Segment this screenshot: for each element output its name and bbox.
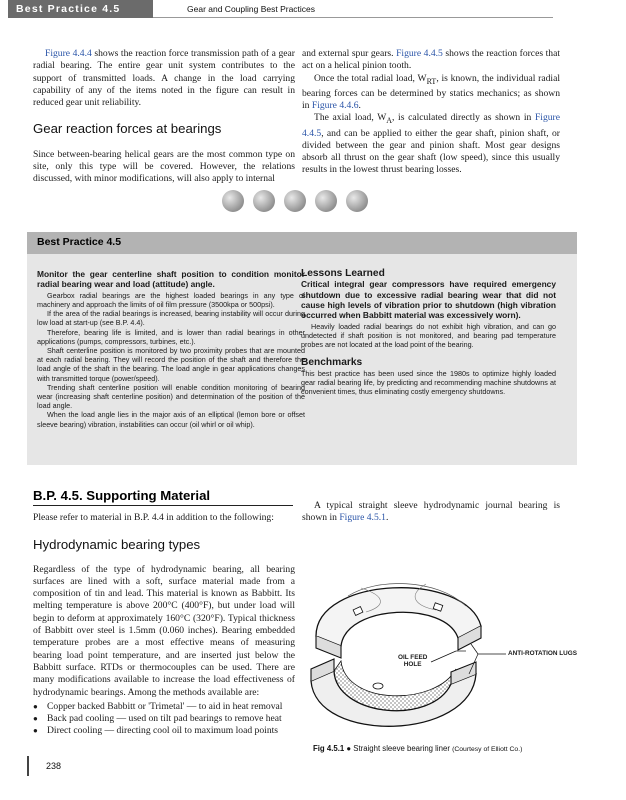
divider-dot — [284, 190, 306, 212]
bp-paragraph: Trending shaft centerline position will enable condition monitoring of bearing wear (increasing shaft centerline position) and determination of the position of the load angle. — [37, 382, 305, 411]
page-marker — [27, 756, 29, 776]
lessons-learned-heading: Lessons Learned — [301, 268, 385, 279]
paragraph-text: The axial load, W — [314, 112, 387, 124]
list-item: ● Direct cooling — directing cool oil to maximum load points — [33, 725, 295, 737]
lessons-learned-text: Heavily loaded radial bearings do not exhibit high vibration, and can go undetected if shaft position is not monitored, and bearing pad temperature probes are not located at the load point of the bearing. — [301, 321, 556, 350]
oil-feed-leader — [431, 651, 456, 662]
section-heading: Gear reaction forces at bearings — [33, 121, 222, 137]
benchmarks-text: This best practice has been used since the 1980s to optimize highly loaded gear radial bearing life, by predicting and recommending machine shutdowns at convenient times, thus eliminating costly emergency shutdowns. — [301, 368, 556, 397]
paragraph-text: Once the total radial load, W — [314, 72, 427, 84]
title-rule — [33, 505, 293, 506]
paragraph — [302, 73, 560, 113]
right-column-bottom — [302, 500, 560, 525]
paragraph-text: , is known, the individual radial bearing forces can be determined by statics mechanics; as shown in — [302, 72, 560, 112]
section-tab: Best Practice 4.5 — [8, 0, 153, 18]
paragraph — [33, 48, 295, 109]
caption-credit: (Courtesy of Elliott Co.) — [452, 746, 523, 753]
divider-dot — [253, 190, 275, 212]
paragraph-text: shows the reaction force transmission path of a gear radial bearing. The entire gear unit system contributes to the support of transmitted loads. A change in the load carrying capability of any of the items noted in the figure can result in reduced gear unit reliability. — [33, 48, 296, 109]
paragraph-text: and external spur gears. — [302, 48, 397, 59]
best-practice-title-bar — [27, 232, 577, 254]
best-practice-box — [27, 232, 577, 465]
left-column-bottom — [33, 512, 295, 738]
figure-link[interactable]: Figure 4.5.1 — [339, 512, 386, 524]
benchmarks-heading: Benchmarks — [301, 357, 363, 369]
caption-bullet: ● — [346, 744, 354, 753]
paragraph-text: shows the reaction forces that act on a helical pinion tooth. — [302, 48, 560, 72]
paragraph: Since between-bearing helical gears are the most common type on site, only this type will be covered. However, the relations discussed, with minor modifications, will also apply to internal — [33, 148, 295, 185]
label-line: HOLE — [403, 661, 422, 668]
subscript: RT — [426, 76, 437, 86]
paragraph-text: A typical straight sleeve hydrodynamic journal bearing is shown in — [302, 500, 560, 524]
paragraph: Please refer to material in B.P. 4.4 in addition to the following: — [33, 512, 274, 523]
supporting-material-title: B.P. 4.5. Supporting Material — [33, 488, 211, 503]
label-line: OIL FEED — [398, 654, 428, 661]
list-item: ● Copper backed Babbitt or 'Trimetal' — to aid in heat removal — [33, 701, 295, 713]
paragraph — [302, 112, 560, 176]
anti-rotation-lugs-label: ANTI-ROTATION LUGS — [508, 650, 577, 657]
paragraph-text: . — [358, 100, 361, 112]
figure-link[interactable]: Figure 4.4.5 — [396, 48, 443, 59]
figure-link[interactable]: Figure 4.4.6 — [311, 100, 359, 112]
upper-shell — [316, 584, 481, 658]
right-column-top — [302, 48, 560, 177]
paragraph: Regardless of the type of hydrodynamic bearing, all bearing surfaces are lined with a soft, surface material made from a composition of tin and lead. This material is known as Babbitt. Its melting temperature is above 200°C (400°F), but under load will begin to deform at approximately 160°C (320°F). Typical thickness of Babbitt over steel is 1.5mm (0.060 inches). Bearing embedded temperature probes are a most effective means of measuring bearing load point temperature, and are inserted just below the Babbitt surface. RTDs or thermocouples can be used. There are many modifications available to increase the load effectiveness of hydrodynamic bearings. Among the methods available are: — [33, 563, 295, 698]
paragraph — [302, 48, 560, 73]
running-header — [0, 0, 626, 18]
divider-dot — [315, 190, 337, 212]
figure-link[interactable]: Figure 4.4.5 — [302, 112, 560, 139]
best-practice-statement: Monitor the gear centerline shaft position to condition monitor radial bearing wear and load (attitude) angle. — [37, 269, 305, 290]
bp-paragraph: Gearbox radial bearings are the highest loaded bearings in any type of machinery and approach the limits of oil film pressure (3500kpa or 500psi). — [37, 290, 305, 310]
list-item: ● Back pad cooling — used on tilt pad bearings to remove heat — [33, 713, 295, 725]
paragraph-text: , and can be applied to either the gear shaft, pinion shaft, or divided between the gear and pinion shaft. Most gear designs absorb all thrust on the gear shaft (low speed), since this usually results in the lowest thrust bearing losses. — [302, 127, 560, 176]
bp-paragraph: When the load angle lies in the major axis of an elliptical (lemon bore or offset sleeve bearing) vibration, instabilities can occur (oil whirl or oil whip). — [37, 410, 305, 429]
figure-link[interactable]: Figure 4.4.4 — [45, 48, 92, 59]
oil-feed-label — [398, 654, 427, 668]
bearing-figure — [306, 566, 576, 738]
divider-dot — [222, 190, 244, 212]
header-rule — [153, 17, 553, 18]
best-practice-title: Best Practice 4.5 — [37, 236, 122, 248]
best-practice-right — [301, 269, 556, 396]
bp-paragraph: If the area of the radial bearings is increased, bearing instability will occur during low load at start-up (see B.P. 4.4). — [37, 309, 305, 328]
subscript: A — [386, 116, 393, 126]
bullet-list — [33, 701, 295, 738]
bp-paragraph: Shaft centerline position is monitored by two proximity probes that are mounted at each radial bearing. They will record the position of the shaft and therefore the load angle of the shaft in the bearing. The load angle in gear applications changes with transmitted torque (power/speed). — [37, 346, 305, 383]
left-column-top — [33, 48, 295, 186]
page-number: 238 — [46, 761, 62, 771]
section-divider-dots — [222, 190, 372, 212]
section-heading: Hydrodynamic bearing types — [33, 537, 201, 553]
lessons-learned-statement: Critical integral gear compressors have required emergency shutdown due to excessive radial bearing wear that did not cause high levels of vibration prior to shutdown (high vibration occurred when Babbitt material was excessively worn). — [301, 279, 556, 321]
best-practice-left — [37, 269, 305, 429]
caption-text: Straight sleeve bearing liner — [353, 744, 450, 753]
bp-paragraph: Therefore, bearing life is limited, and is lower than radial bearings in other applications (pumps, compressors, turbines, etc.). — [37, 327, 305, 346]
figure-caption — [313, 744, 522, 753]
paragraph-text: . — [385, 512, 389, 524]
caption-number: Fig 4.5.1 — [313, 744, 345, 753]
paragraph — [302, 500, 560, 525]
paragraph-text: , is calculated directly as shown in — [392, 112, 535, 124]
divider-dot — [346, 190, 368, 212]
lower-shell — [311, 659, 476, 726]
running-title: Gear and Coupling Best Practices — [187, 4, 316, 14]
